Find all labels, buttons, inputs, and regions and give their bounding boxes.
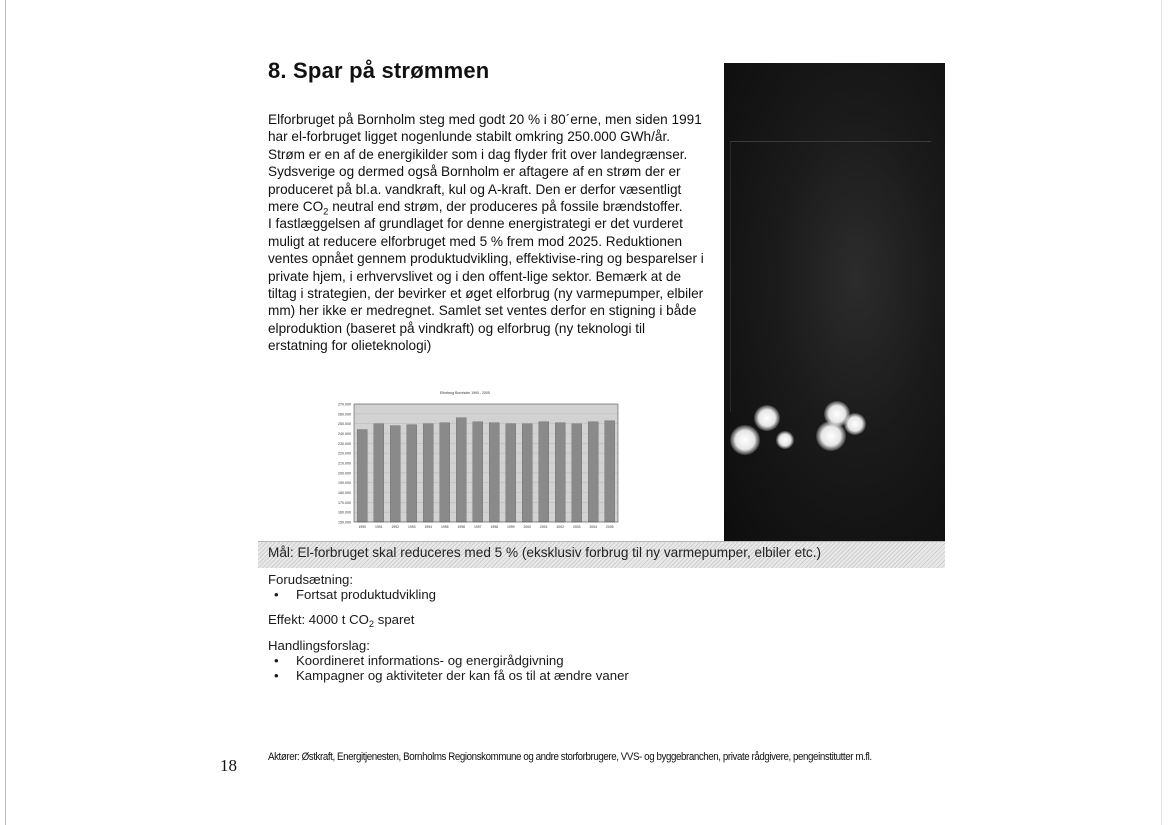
x-tick-label: 2003 bbox=[572, 525, 581, 529]
page-left-edge bbox=[5, 0, 6, 825]
chart-bar bbox=[390, 426, 400, 522]
x-tick-label: 1996 bbox=[457, 525, 466, 529]
chart-bar bbox=[605, 421, 615, 522]
x-tick-label: 1997 bbox=[473, 525, 482, 529]
chart-title: Elforbrug Bornholm 1990 - 2005 bbox=[440, 391, 490, 395]
chart-bar bbox=[407, 425, 417, 522]
y-tick-label: 190.000 bbox=[338, 481, 351, 486]
x-tick-label: 1994 bbox=[424, 525, 433, 529]
action-item: • Koordineret informations- og energirådgivning bbox=[268, 653, 629, 668]
electricity-consumption-chart bbox=[318, 388, 628, 538]
prerequisites-list bbox=[268, 587, 436, 602]
actions-list bbox=[268, 653, 629, 683]
chart-bar bbox=[357, 430, 367, 522]
action-item: • Kampagner og aktiviteter der kan få os til at ændre vaner bbox=[268, 668, 629, 683]
y-tick-label: 180.000 bbox=[338, 491, 351, 495]
y-tick-label: 150.000 bbox=[338, 520, 351, 525]
page-title: 8. Spar på strømmen bbox=[268, 58, 490, 83]
x-tick-label: 1991 bbox=[374, 525, 383, 529]
light-bulb-icon bbox=[730, 425, 760, 455]
y-tick-label: 160.000 bbox=[338, 510, 351, 515]
x-tick-label: 1995 bbox=[440, 525, 449, 529]
chart-bar bbox=[539, 422, 549, 522]
intro-paragraph-2: I fastlæggelsen af grundlaget for denne energistrategi er det vurderet muligt at reducere elforbruget med 5 % frem mod 2025. Reduktionen ventes opnået gennem produktudvikling, effektivise-ring og besparelser i private hjem, i erhvervslivet og i den offent-lige sektor. Bemærk at de tiltag i strategien, der bevirker et øget elforbrug (ny varmepumper, elbiler mm) her ikke er medregnet. Samlet set ventes derfor en stigning i både elproduktion (baseret på vindkraft) og elforbrug (ny teknologi til erstatning for olieteknologi) bbox=[268, 216, 704, 354]
intro-text bbox=[268, 111, 708, 355]
y-tick-label: 170.000 bbox=[338, 500, 351, 505]
chart-bar bbox=[423, 424, 433, 522]
y-tick-label: 210.000 bbox=[338, 461, 351, 466]
y-tick-label: 200.000 bbox=[338, 471, 351, 476]
chart-bar bbox=[555, 423, 565, 522]
x-tick-label: 2000 bbox=[523, 525, 532, 529]
y-tick-label: 250.000 bbox=[338, 422, 351, 427]
x-tick-label: 1990 bbox=[358, 525, 367, 529]
intro-paragraph-1: Elforbruget på Bornholm steg med godt 20 % i 80´erne, men siden 1991 har el-forbruget ligget nogenlunde stabilt omkring 250.000 GWh/år. Strøm er en af de energikilder som i dag flyder frit over landegrænser. Sydsverige og dermed også Bornholm er aftagere af en strøm der er produceret på bl.a. vandkraft, kul og A-kraft. Den er derfor væsentligt mere $CO_2$ neutral end strøm, der produceres på fossile brændstoffer. bbox=[268, 112, 702, 218]
y-tick-label: 270.000 bbox=[338, 402, 351, 407]
y-tick-label: 230.000 bbox=[338, 441, 351, 446]
y-tick-label: 240.000 bbox=[338, 432, 351, 436]
page-number: 18 bbox=[220, 756, 237, 775]
y-tick-label: 220.000 bbox=[338, 451, 351, 456]
chart-bar bbox=[572, 424, 582, 522]
x-tick-label: 1992 bbox=[391, 525, 400, 529]
x-tick-label: 1999 bbox=[506, 525, 515, 529]
y-tick-label: 260.000 bbox=[338, 412, 351, 417]
chart-bar bbox=[440, 423, 450, 522]
x-tick-label: 1998 bbox=[490, 525, 499, 529]
actions-section bbox=[268, 638, 629, 683]
prerequisite-item: • Fortsat produktudvikling bbox=[268, 587, 436, 602]
photo-background-frame bbox=[730, 141, 931, 412]
chart-bar bbox=[522, 424, 532, 522]
chart-bar bbox=[456, 418, 466, 522]
chart-bar bbox=[588, 422, 598, 522]
chart-bar bbox=[489, 423, 499, 522]
light-bulb-icon bbox=[844, 413, 866, 435]
actors-footnote: Aktører: Østkraft, Energitjenesten, Bornholms Regionskommune og andre storforbrugere, VVS- og byggebranchen, private rådgivere, pengeinstitutter m.fl. bbox=[268, 751, 872, 763]
x-tick-label: 1993 bbox=[407, 525, 416, 529]
x-tick-label: 2002 bbox=[556, 525, 565, 529]
light-bulb-icon bbox=[754, 405, 780, 431]
chart-bar bbox=[473, 422, 483, 522]
x-tick-label: 2005 bbox=[605, 525, 614, 529]
page-right-edge bbox=[1161, 0, 1162, 825]
light-bulbs-photo bbox=[724, 63, 945, 541]
effect-line: Effekt: 4000 t $CO_2$ sparet bbox=[268, 612, 415, 630]
light-bulb-icon bbox=[776, 431, 794, 449]
chart-svg bbox=[318, 388, 628, 538]
prerequisites-section bbox=[268, 572, 436, 602]
chart-bar bbox=[374, 424, 384, 522]
x-tick-label: 2004 bbox=[589, 525, 598, 529]
goal-text: Mål: El-forbruget skal reduceres med 5 % (eksklusiv forbrug til ny varmepumper, elbiler etc.) bbox=[268, 545, 822, 560]
prerequisites-heading: Forudsætning: bbox=[268, 572, 354, 587]
actions-heading: Handlingsforslag: bbox=[268, 638, 370, 653]
x-tick-label: 2001 bbox=[539, 525, 548, 529]
chart-bar bbox=[506, 424, 516, 522]
